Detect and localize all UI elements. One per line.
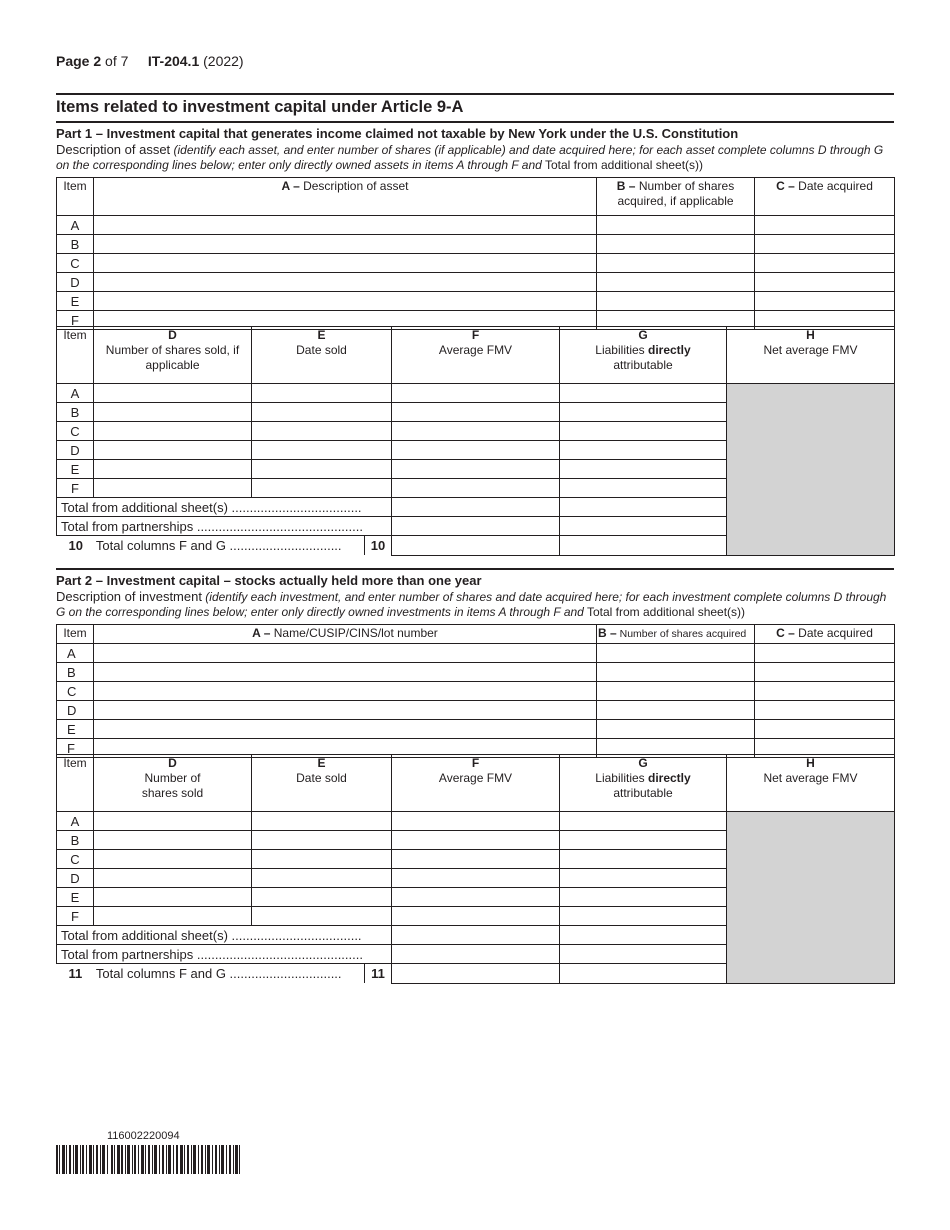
part1-f-e-field[interactable]: [252, 479, 392, 498]
row-item-label: D: [57, 273, 94, 292]
row-item-label: F: [57, 907, 94, 926]
part1-b-date-field[interactable]: [755, 235, 895, 254]
part2-total-partnerships-label: Total from partnerships ..............................................: [57, 945, 392, 964]
part1-d-e-field[interactable]: [252, 441, 392, 460]
part1-a-d-field[interactable]: [94, 384, 252, 403]
page-header: [56, 53, 244, 69]
part1-d-date-field[interactable]: [755, 273, 895, 292]
part2-total-partnerships-g-field[interactable]: [560, 945, 727, 964]
part1-total-partnerships-label: Total from partnerships ..............................................: [57, 517, 392, 536]
part1-total-additional-g-field[interactable]: [560, 498, 727, 517]
row-item-label: F: [57, 479, 94, 498]
barcode-icon: [56, 1145, 240, 1174]
part2-e-g-field[interactable]: [560, 888, 727, 907]
part1-d-g-field[interactable]: [560, 441, 727, 460]
part2-col-h-header: H Net average FMV: [727, 755, 895, 812]
part2-d-e-field[interactable]: [252, 869, 392, 888]
part1-instr-tail: Total from additional sheet(s)): [544, 158, 704, 172]
part1-asset-table: [56, 177, 895, 330]
part2-a-name-field[interactable]: [94, 644, 597, 663]
part2-c-shares-field[interactable]: [597, 682, 755, 701]
part2-rule: [56, 568, 894, 570]
part2-d-g-field[interactable]: [560, 869, 727, 888]
table-row: [57, 682, 895, 701]
row-item-label: E: [57, 888, 94, 907]
row-item-label: D: [57, 441, 94, 460]
row-item-label: C: [57, 422, 94, 441]
part1-col-g-header: G Liabilities directly attributable: [560, 327, 727, 384]
table-row: [57, 216, 895, 235]
part1-b-e-field[interactable]: [252, 403, 392, 422]
part2-b-g-field[interactable]: [560, 831, 727, 850]
part1-col-c-header: C – Date acquired: [755, 178, 895, 216]
part2-c-date-field[interactable]: [755, 682, 895, 701]
row-item-label: A: [57, 644, 94, 663]
row-item-label: B: [57, 663, 94, 682]
part1-total-partnerships-g-field[interactable]: [560, 517, 727, 536]
part2-c-g-field[interactable]: [560, 850, 727, 869]
part2-col-h-shaded: [727, 812, 895, 984]
part2-c-d-field[interactable]: [94, 850, 252, 869]
part2-values-table: [56, 754, 895, 984]
part2-d-shares-field[interactable]: [597, 701, 755, 720]
part2-line11-g-field[interactable]: [560, 964, 727, 984]
part2-e-date-field[interactable]: [755, 720, 895, 739]
part2-e-shares-field[interactable]: [597, 720, 755, 739]
part2-col-c-header: C – Date acquired: [755, 625, 895, 644]
part1-e-desc-field[interactable]: [94, 292, 597, 311]
part1-c-g-field[interactable]: [560, 422, 727, 441]
row-item-label: C: [57, 850, 94, 869]
part2-a-d-field[interactable]: [94, 812, 252, 831]
row-item-label: C: [57, 254, 94, 273]
part1-b-shares-field[interactable]: [597, 235, 755, 254]
part1-d-d-field[interactable]: [94, 441, 252, 460]
part2-d-date-field[interactable]: [755, 701, 895, 720]
part2-b-shares-field[interactable]: [597, 663, 755, 682]
part1-d-shares-field[interactable]: [597, 273, 755, 292]
part2-instr-tail: Total from additional sheet(s)): [586, 605, 746, 619]
table-row: [57, 273, 895, 292]
part1-col-h-header: H Net average FMV: [727, 327, 895, 384]
part1-a-desc-field[interactable]: [94, 216, 597, 235]
table-row: [57, 812, 895, 831]
part2-total-partnerships-f-field[interactable]: [392, 945, 560, 964]
row-item-label: A: [57, 216, 94, 235]
row-item-label: F: [57, 311, 94, 330]
part1-a-date-field[interactable]: [755, 216, 895, 235]
part1-e-g-field[interactable]: [560, 460, 727, 479]
part1-instr-lead: Description of asset: [56, 142, 171, 157]
part2-e-e-field[interactable]: [252, 888, 392, 907]
table-row: [57, 384, 895, 403]
part1-b-d-field[interactable]: [94, 403, 252, 422]
part1-values-table: [56, 326, 895, 556]
part1-a-shares-field[interactable]: [597, 216, 755, 235]
part1-a-f-field[interactable]: [392, 384, 560, 403]
part1-col-h-shaded: [727, 384, 895, 556]
part2-c-f-field[interactable]: [392, 850, 560, 869]
part1-col-item-header: Item: [57, 178, 94, 216]
part1-f-d-field[interactable]: [94, 479, 252, 498]
part1-instr-italic: (identify each asset, and enter number of shares (if applicable) and date acquired here; for each asset complete columns D through G on the corresponding lines below; enter only directly owned assets in items A through F and: [56, 143, 884, 172]
part1-c-desc-field[interactable]: [94, 254, 597, 273]
part2-instr-italic: (identify each investment, and enter number of shares and date acquired here; for each investment complete columns D through G on the corresponding lines below; enter only directly owned investments in items A through F and: [56, 590, 887, 619]
table-row: [57, 663, 895, 682]
row-item-label: A: [57, 812, 94, 831]
part1-c-d-field[interactable]: [94, 422, 252, 441]
part2-c-name-field[interactable]: [94, 682, 597, 701]
part2-a-f-field[interactable]: [392, 812, 560, 831]
page-number: 2: [93, 53, 102, 69]
part2-d-f-field[interactable]: [392, 869, 560, 888]
part2-col-g-header: G Liabilities directly attributable: [560, 755, 727, 812]
part1-line10-box: 10: [364, 536, 391, 555]
table-row: [57, 292, 895, 311]
part2-line11-number: 11: [68, 966, 83, 981]
part1-c-date-field[interactable]: [755, 254, 895, 273]
part1-e-shares-field[interactable]: [597, 292, 755, 311]
part1-col-e-header: E Date sold: [252, 327, 392, 384]
part1-line10-number: 10: [68, 538, 83, 553]
part2-col-a-header: A – Name/CUSIP/CINS/lot number: [94, 625, 597, 644]
part2-f-e-field[interactable]: [252, 907, 392, 926]
part2-e-name-field[interactable]: [94, 720, 597, 739]
row-item-label: D: [57, 701, 94, 720]
part2-e-d-field[interactable]: [94, 888, 252, 907]
part1-a-e-field[interactable]: [252, 384, 392, 403]
part1-c-f-field[interactable]: [392, 422, 560, 441]
table-row: [57, 720, 895, 739]
form-year: (2022): [203, 53, 244, 69]
part1-d-desc-field[interactable]: [94, 273, 597, 292]
table-row: [57, 644, 895, 663]
part1-f-g-field[interactable]: [560, 479, 727, 498]
part1-line10-f-field[interactable]: [392, 536, 560, 556]
part2-instructions: [56, 589, 896, 620]
part2-b-date-field[interactable]: [755, 663, 895, 682]
part2-d-d-field[interactable]: [94, 869, 252, 888]
part2-total-additional-label: Total from additional sheet(s) ....................................: [57, 926, 392, 945]
row-item-label: B: [57, 235, 94, 254]
part2-col-b-header: B – Number of shares acquired: [597, 625, 755, 644]
row-item-label: A: [57, 384, 94, 403]
part1-col-item2-header: Item: [57, 327, 94, 384]
part1-total-additional-f-field[interactable]: [392, 498, 560, 517]
section-rule-bottom: [56, 121, 894, 123]
barcode-number: 116002220094: [107, 1130, 180, 1142]
part1-col-f-header: F Average FMV: [392, 327, 560, 384]
page-label: Page: [56, 53, 90, 69]
part1-e-date-field[interactable]: [755, 292, 895, 311]
part2-line11-box: 11: [364, 964, 391, 983]
row-item-label: E: [57, 292, 94, 311]
page-of: of 7: [105, 53, 129, 69]
part1-e-e-field[interactable]: [252, 460, 392, 479]
row-item-label: E: [57, 460, 94, 479]
part1-c-e-field[interactable]: [252, 422, 392, 441]
part2-line11-label-wrap: [57, 964, 365, 983]
part2-line11-f-field[interactable]: [392, 964, 560, 984]
part2-d-name-field[interactable]: [94, 701, 597, 720]
part1-c-shares-field[interactable]: [597, 254, 755, 273]
section-title: Items related to investment capital under Article 9-A: [56, 98, 464, 116]
part2-a-shares-field[interactable]: [597, 644, 755, 663]
part1-line10-g-field[interactable]: [560, 536, 727, 556]
part1-instructions: [56, 142, 896, 173]
section-rule-top: [56, 93, 894, 95]
table-row: [57, 701, 895, 720]
part2-a-e-field[interactable]: [252, 812, 392, 831]
part2-investment-table: [56, 624, 895, 758]
part2-b-f-field[interactable]: [392, 831, 560, 850]
part1-title: Part 1 – Investment capital that generates income claimed not taxable by New York under the U.S. Constitution: [56, 126, 739, 141]
part2-col-item2-header: Item: [57, 755, 94, 812]
row-item-label: F: [57, 739, 94, 758]
part2-instr-lead: Description of investment: [56, 589, 202, 604]
row-item-label: E: [57, 720, 94, 739]
part1-col-d-header: D Number of shares sold, if applicable: [94, 327, 252, 384]
part1-b-g-field[interactable]: [560, 403, 727, 422]
part2-col-item-header: Item: [57, 625, 94, 644]
table-row: [57, 254, 895, 273]
part2-a-date-field[interactable]: [755, 644, 895, 663]
part1-col-a-header: A – Description of asset: [94, 178, 597, 216]
part1-b-desc-field[interactable]: [94, 235, 597, 254]
part1-total-additional-label: Total from additional sheet(s) ....................................: [57, 498, 392, 517]
part1-line10-label-wrap: [57, 536, 365, 555]
part1-d-f-field[interactable]: [392, 441, 560, 460]
part1-line10-label: Total columns F and G ...............................: [95, 538, 342, 553]
part1-total-partnerships-f-field[interactable]: [392, 517, 560, 536]
part1-f-f-field[interactable]: [392, 479, 560, 498]
part1-e-f-field[interactable]: [392, 460, 560, 479]
part2-col-f-header: F Average FMV: [392, 755, 560, 812]
part1-line10-cell: [57, 536, 392, 556]
part2-f-d-field[interactable]: [94, 907, 252, 926]
part2-col-d-header: D Number of shares sold: [94, 755, 252, 812]
part2-b-name-field[interactable]: [94, 663, 597, 682]
part2-total-additional-g-field[interactable]: [560, 926, 727, 945]
form-id: IT-204.1: [147, 53, 200, 69]
row-item-label: B: [57, 831, 94, 850]
part2-line11-cell: [57, 964, 392, 984]
part2-f-f-field[interactable]: [392, 907, 560, 926]
part2-f-g-field[interactable]: [560, 907, 727, 926]
part1-col-b-header: B – Number of shares acquired, if applicable: [597, 178, 755, 216]
part2-col-e-header: E Date sold: [252, 755, 392, 812]
part2-total-additional-f-field[interactable]: [392, 926, 560, 945]
part1-b-f-field[interactable]: [392, 403, 560, 422]
part2-title: Part 2 – Investment capital – stocks actually held more than one year: [56, 573, 482, 588]
row-item-label: C: [57, 682, 94, 701]
part2-c-e-field[interactable]: [252, 850, 392, 869]
part2-a-g-field[interactable]: [560, 812, 727, 831]
row-item-label: D: [57, 869, 94, 888]
row-item-label: B: [57, 403, 94, 422]
part1-e-d-field[interactable]: [94, 460, 252, 479]
part2-e-f-field[interactable]: [392, 888, 560, 907]
part2-line11-label: Total columns F and G ...............................: [95, 966, 342, 981]
part1-a-g-field[interactable]: [560, 384, 727, 403]
table-row: [57, 235, 895, 254]
part2-b-d-field[interactable]: [94, 831, 252, 850]
part2-b-e-field[interactable]: [252, 831, 392, 850]
